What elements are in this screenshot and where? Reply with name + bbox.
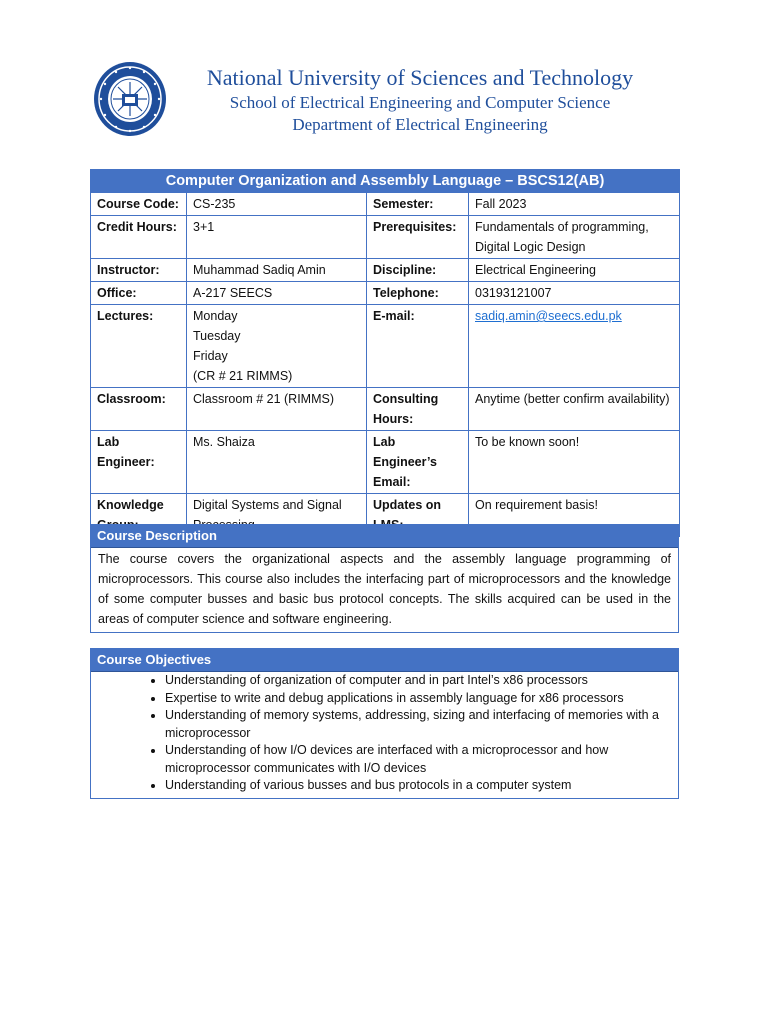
lab-engineer-email-label: Lab Engineer’s Email: (367, 431, 469, 494)
lms-updates-label: Updates on (367, 494, 469, 537)
discipline-value: Electrical Engineering (469, 259, 680, 282)
email-label: E-mail: (367, 305, 469, 388)
course-objectives-section (90, 648, 679, 799)
course-info-table (90, 169, 680, 537)
consulting-hours-label: Consulting Hours: (367, 388, 469, 431)
university-logo-icon (92, 60, 168, 138)
lab-engineer-email-value: To be known soon! (469, 431, 680, 494)
instructor-label: Instructor: (91, 259, 187, 282)
classroom-label: Classroom: (91, 388, 187, 431)
credit-hours-label: Credit Hours: (91, 216, 187, 259)
objective-item: • Understanding of memory systems, addressing, sizing and interfacing of memories with a microprocessor (165, 707, 672, 742)
lectures-value (187, 305, 367, 388)
lab-engineer-value: Ms. Shaiza (187, 431, 367, 494)
consulting-hours-value: Anytime (better confirm availability) (469, 388, 680, 431)
table-row (91, 259, 680, 282)
lectures-label: Lectures: (91, 305, 187, 388)
table-row (91, 282, 680, 305)
lecture-day: Monday (193, 309, 238, 323)
telephone-value: 03193121007 (469, 282, 680, 305)
email-link[interactable]: sadiq.amin@seecs.edu.pk (475, 309, 622, 323)
table-row (91, 431, 680, 494)
prerequisites-value: Fundamentals of programming, Digital Logic Design (469, 216, 680, 259)
knowledge-group-label: Knowledge (91, 494, 187, 537)
course-objectives-heading: Course Objectives (91, 649, 678, 672)
department-name: Department of Electrical Engineering (292, 115, 548, 134)
document-header (0, 0, 768, 160)
table-row (91, 305, 680, 388)
objective-item: • Understanding of how I/O devices are interfaced with a microprocessor and how microprocessor communicates with I/O devices (165, 742, 672, 777)
table-row (91, 193, 680, 216)
office-value: A-217 SEECS (187, 282, 367, 305)
email-value-cell (469, 305, 680, 388)
classroom-value: Classroom # 21 (RIMMS) (187, 388, 367, 431)
knowledge-group-value: Digital Systems and Signal (187, 494, 367, 537)
course-code-label: Course Code: (91, 193, 187, 216)
objective-item: • Understanding of various busses and bus protocols in a computer system (165, 777, 672, 795)
course-description-section (90, 524, 679, 633)
lecture-day: Friday (193, 349, 228, 363)
course-description-heading: Course Description (91, 525, 678, 548)
course-description-text: The course covers the organizational aspects and the assembly language programming of microprocessors. This course also includes the interfacing part of microprocessors and the knowledge of some computer busses and basic bus protocol concepts. The skills acquired can be used in the areas of computer science and software engineering. (98, 552, 671, 626)
instructor-value: Muhammad Sadiq Amin (187, 259, 367, 282)
institution-heading (168, 64, 672, 136)
course-title: Computer Organization and Assembly Language – BSCS12(AB) (91, 170, 680, 193)
objective-item: • Understanding of organization of computer and in part Intel’s x86 processors (165, 672, 672, 690)
table-row (91, 216, 680, 259)
course-code-value: CS-235 (187, 193, 367, 216)
office-label: Office: (91, 282, 187, 305)
lab-engineer-label: Lab Engineer: (91, 431, 187, 494)
table-row (91, 388, 680, 431)
semester-value: Fall 2023 (469, 193, 680, 216)
lms-updates-value: On requirement basis! (469, 494, 680, 537)
course-title-row (91, 170, 680, 193)
lecture-room: (CR # 21 RIMMS) (193, 369, 293, 383)
objective-item: • Expertise to write and debug applications in assembly language for x86 processors (165, 690, 672, 708)
objectives-list (91, 672, 678, 798)
prerequisites-label: Prerequisites: (367, 216, 469, 259)
telephone-label: Telephone: (367, 282, 469, 305)
semester-label: Semester: (367, 193, 469, 216)
credit-hours-value: 3+1 (187, 216, 367, 259)
discipline-label: Discipline: (367, 259, 469, 282)
university-name: National University of Sciences and Technology (206, 65, 634, 90)
school-name: School of Electrical Engineering and Computer Science (229, 93, 611, 112)
lecture-day: Tuesday (193, 329, 241, 343)
